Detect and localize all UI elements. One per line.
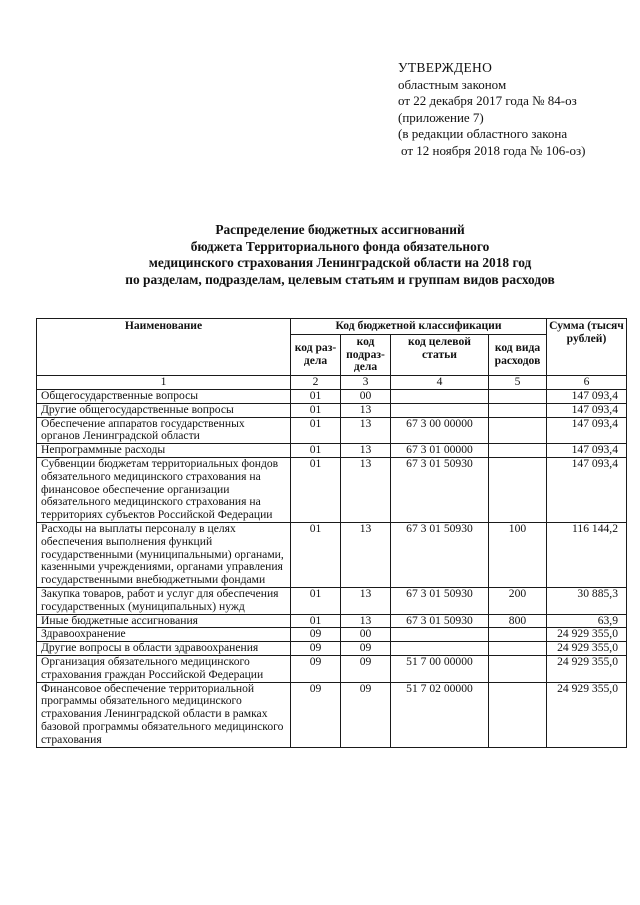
- row-target-code: [391, 403, 489, 417]
- header-sum: Сумма (тысяч рублей): [547, 319, 627, 376]
- approval-line: от 12 ноября 2018 года № 106-оз): [401, 142, 586, 158]
- table-header-row: [37, 319, 627, 335]
- table-row: [37, 628, 627, 642]
- column-number: 6: [547, 376, 627, 390]
- row-subsection-code: 13: [341, 522, 391, 587]
- table-row: [37, 522, 627, 587]
- row-type-code: [489, 655, 547, 682]
- row-section-code: 01: [291, 614, 341, 628]
- table-row: [37, 655, 627, 682]
- row-sum: 116 144,2: [547, 522, 627, 587]
- row-subsection-code: 09: [341, 655, 391, 682]
- row-subsection-code: 13: [341, 444, 391, 458]
- row-section-code: 09: [291, 655, 341, 682]
- row-section-code: 09: [291, 628, 341, 642]
- approval-line: (в редакции областного закона: [398, 126, 568, 141]
- row-name: Другие общегосударственные вопросы: [37, 403, 291, 417]
- column-number: 2: [291, 376, 341, 390]
- row-subsection-code: 09: [341, 642, 391, 656]
- header-subsection: код подраз-дела: [341, 334, 391, 375]
- column-number: 5: [489, 376, 547, 390]
- approval-stamp: [398, 60, 633, 159]
- table-row: [37, 682, 627, 747]
- row-name: Непрограммные расходы: [37, 444, 291, 458]
- row-section-code: 01: [291, 403, 341, 417]
- title-line: бюджета Территориального фонда обязательного: [190, 238, 490, 254]
- title-line: по разделам, подразделам, целевым статьям и группам видов расходов: [125, 271, 555, 287]
- row-name: Другие вопросы в области здравоохранения: [37, 642, 291, 656]
- row-subsection-code: 13: [341, 587, 391, 614]
- row-section-code: 09: [291, 682, 341, 747]
- row-target-code: 67 3 01 50930: [391, 457, 489, 522]
- row-name: Организация обязательного медицинского страхования граждан Российской Федерации: [37, 655, 291, 682]
- row-target-code: 67 3 01 00000: [391, 444, 489, 458]
- column-number: 3: [341, 376, 391, 390]
- row-target-code: 67 3 01 50930: [391, 614, 489, 628]
- table-row: [37, 389, 627, 403]
- row-name: Финансовое обеспечение территориальной программы обязательного медицинского страхования Ленинградской области в рамках базовой программы обязательного медицинского страхования: [37, 682, 291, 747]
- title-line: медицинского страхования Ленинградской области на 2018 год: [148, 255, 532, 270]
- row-name: Закупка товаров, работ и услуг для обеспечения государственных (муниципальных) нужд: [37, 587, 291, 614]
- row-name: Иные бюджетные ассигнования: [37, 614, 291, 628]
- approval-heading: УТВЕРЖДЕНО: [398, 60, 493, 75]
- row-name: Субвенции бюджетам территориальных фондов обязательного медицинского страхования на финансовое обеспечение организации обязательного медицинского страхования на территориях субъектов Российской Федерации: [37, 457, 291, 522]
- row-type-code: [489, 389, 547, 403]
- table-row: [37, 403, 627, 417]
- row-sum: 24 929 355,0: [547, 628, 627, 642]
- row-section-code: 01: [291, 417, 341, 444]
- approval-line: областным законом: [398, 76, 507, 92]
- row-type-code: [489, 642, 547, 656]
- column-number: 1: [37, 376, 291, 390]
- table-row: [37, 457, 627, 522]
- row-type-code: [489, 403, 547, 417]
- row-target-code: [391, 389, 489, 403]
- row-type-code: 200: [489, 587, 547, 614]
- table-row: [37, 444, 627, 458]
- row-name: Расходы на выплаты персоналу в целях обеспечения выполнения функций государственными (муниципальными) органами, казенными учреждениями, органами управления государственными внебюджетными фондами: [37, 522, 291, 587]
- row-type-code: 800: [489, 614, 547, 628]
- row-subsection-code: 13: [341, 614, 391, 628]
- row-section-code: 01: [291, 457, 341, 522]
- table-row: [37, 587, 627, 614]
- title-line: Распределение бюджетных ассигнований: [215, 222, 465, 237]
- row-section-code: 01: [291, 389, 341, 403]
- row-subsection-code: 00: [341, 628, 391, 642]
- row-sum: 24 929 355,0: [547, 642, 627, 656]
- row-subsection-code: 13: [341, 417, 391, 444]
- row-type-code: [489, 457, 547, 522]
- row-type-code: [489, 682, 547, 747]
- approval-line: (приложение 7): [398, 109, 484, 125]
- header-target: код целевой статьи: [391, 334, 489, 375]
- row-section-code: 01: [291, 444, 341, 458]
- row-type-code: [489, 628, 547, 642]
- row-sum: 30 885,3: [547, 587, 627, 614]
- column-number: 4: [391, 376, 489, 390]
- row-target-code: 51 7 00 00000: [391, 655, 489, 682]
- approval-line: от 22 декабря 2017 года № 84-оз: [398, 93, 577, 108]
- header-type: код вида расходов: [489, 334, 547, 375]
- header-name: Наименование: [37, 319, 291, 376]
- row-sum: 147 093,4: [547, 403, 627, 417]
- budget-table: [36, 318, 627, 748]
- row-sum: 24 929 355,0: [547, 655, 627, 682]
- column-numbers-row: [37, 376, 627, 390]
- row-type-code: [489, 417, 547, 444]
- row-subsection-code: 13: [341, 457, 391, 522]
- row-subsection-code: 09: [341, 682, 391, 747]
- row-target-code: 67 3 01 50930: [391, 587, 489, 614]
- row-type-code: [489, 444, 547, 458]
- header-section: код раз-дела: [291, 334, 341, 375]
- row-type-code: 100: [489, 522, 547, 587]
- row-target-code: [391, 628, 489, 642]
- row-sum: 147 093,4: [547, 457, 627, 522]
- row-subsection-code: 13: [341, 403, 391, 417]
- row-target-code: 67 3 00 00000: [391, 417, 489, 444]
- row-section-code: 01: [291, 587, 341, 614]
- table-row: [37, 642, 627, 656]
- header-classification: Код бюджетной классификации: [291, 319, 547, 335]
- row-subsection-code: 00: [341, 389, 391, 403]
- row-target-code: 51 7 02 00000: [391, 682, 489, 747]
- row-sum: 147 093,4: [547, 389, 627, 403]
- row-sum: 147 093,4: [547, 444, 627, 458]
- row-name: Обеспечение аппаратов государственных органов Ленинградской области: [37, 417, 291, 444]
- row-target-code: 67 3 01 50930: [391, 522, 489, 587]
- row-name: Здравоохранение: [37, 628, 291, 642]
- row-name: Общегосударственные вопросы: [37, 389, 291, 403]
- table-row: [37, 614, 627, 628]
- row-sum: 24 929 355,0: [547, 682, 627, 747]
- row-section-code: 09: [291, 642, 341, 656]
- row-target-code: [391, 642, 489, 656]
- document-title: [60, 222, 620, 288]
- table-row: [37, 417, 627, 444]
- row-section-code: 01: [291, 522, 341, 587]
- row-sum: 147 093,4: [547, 417, 627, 444]
- row-sum: 63,9: [547, 614, 627, 628]
